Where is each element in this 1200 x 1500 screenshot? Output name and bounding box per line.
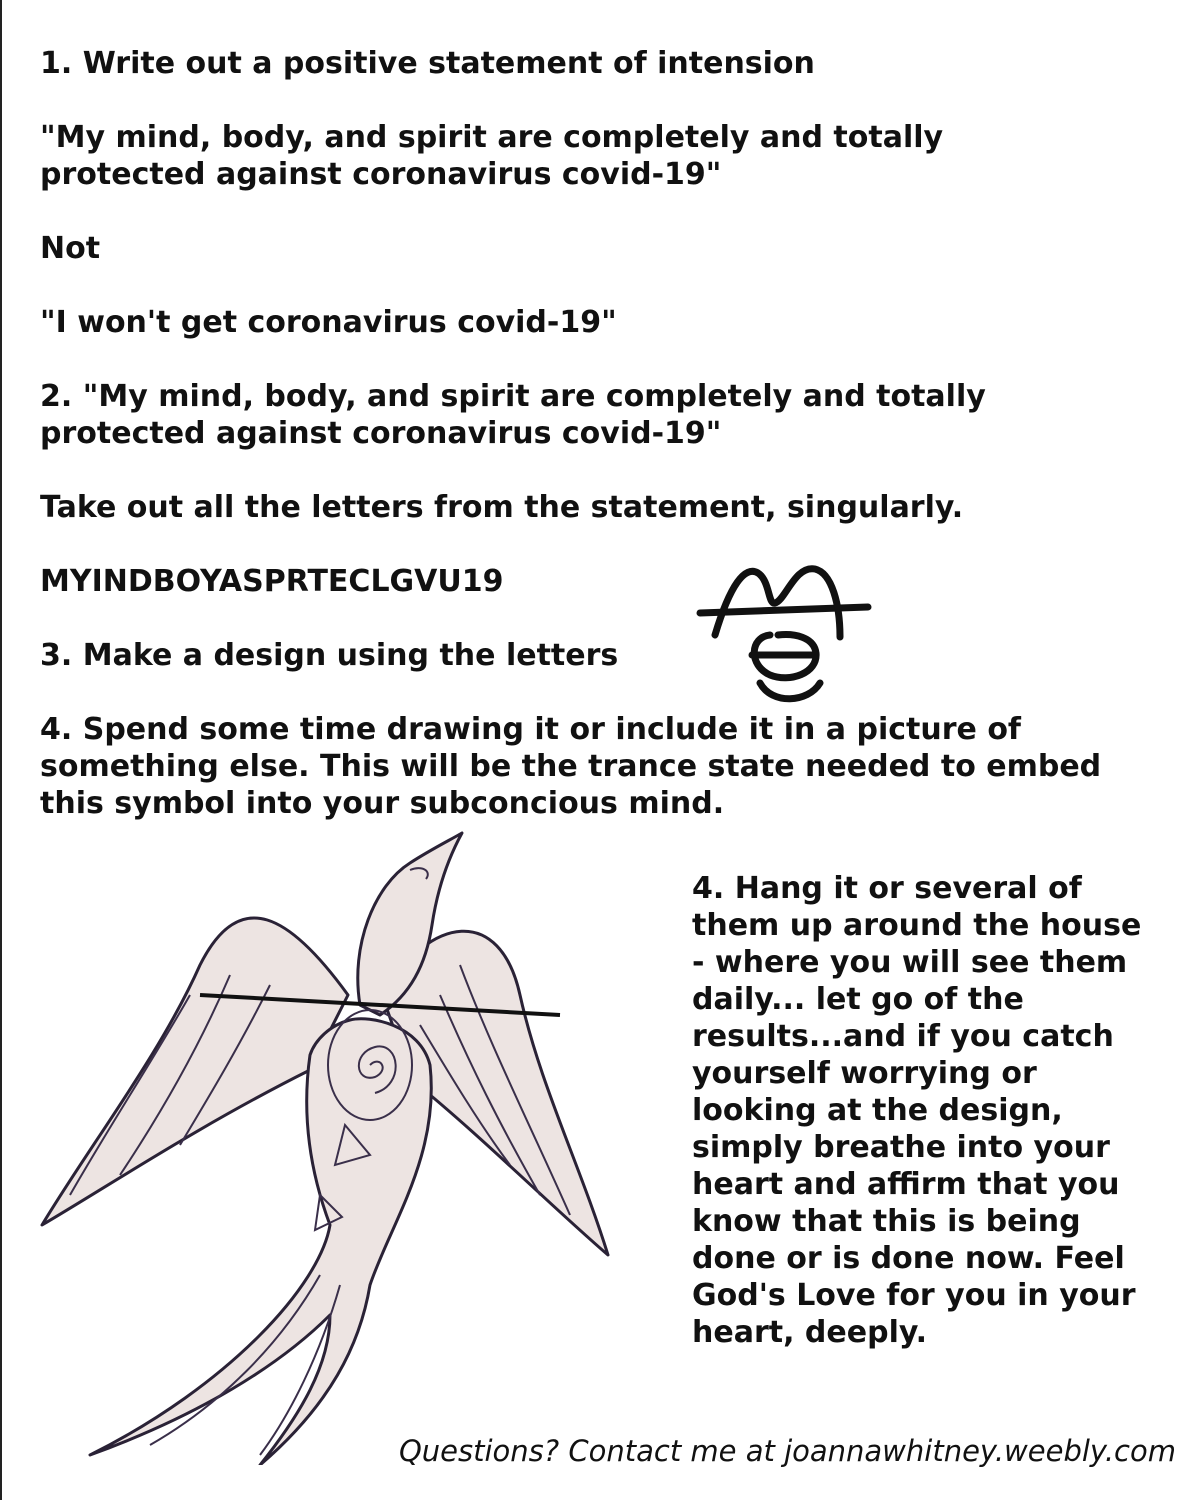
contact-footer: Questions? Contact me at joannawhitney.weebly.com <box>398 1434 1176 1468</box>
step1-heading: 1. Write out a positive statement of intension <box>40 46 815 81</box>
step4-hang-instructions: 4. Hang it or several of them up around the house - where you will see them daily... let go of the results...and if you catch yourself worrying or looking at the design, simply breathe into your heart and affirm that you know that this is being done or is done now. Feel God's Love for you in your heart, deeply. <box>692 871 1142 1350</box>
sigil-icon <box>690 555 880 715</box>
bird-drawing <box>30 825 630 1465</box>
page-border <box>0 0 2 1500</box>
step4-line3: this symbol into your subconcious mind. <box>40 786 725 821</box>
step2-instruction: Take out all the letters from the statement, singularly. <box>40 490 964 525</box>
step3-heading: 3. Make a design using the letters <box>40 638 619 673</box>
step4-line2: something else. This will be the trance state needed to embed <box>40 749 1102 784</box>
step2-statement-line1: 2. "My mind, body, and spirit are completely and totally <box>40 379 986 414</box>
positive-statement-line2: protected against coronavirus covid-19" <box>40 157 722 192</box>
step2-statement-line2: protected against coronavirus covid-19" <box>40 416 722 451</box>
step4-line1: 4. Spend some time drawing it or include it in a picture of <box>40 712 1021 747</box>
negative-example: "I won't get coronavirus covid-19" <box>40 305 617 340</box>
positive-statement-line1: "My mind, body, and spirit are completely and totally <box>40 120 944 155</box>
letters-string: MYINDBOYASPRTECLGVU19 <box>40 564 504 599</box>
not-label: Not <box>40 231 101 266</box>
